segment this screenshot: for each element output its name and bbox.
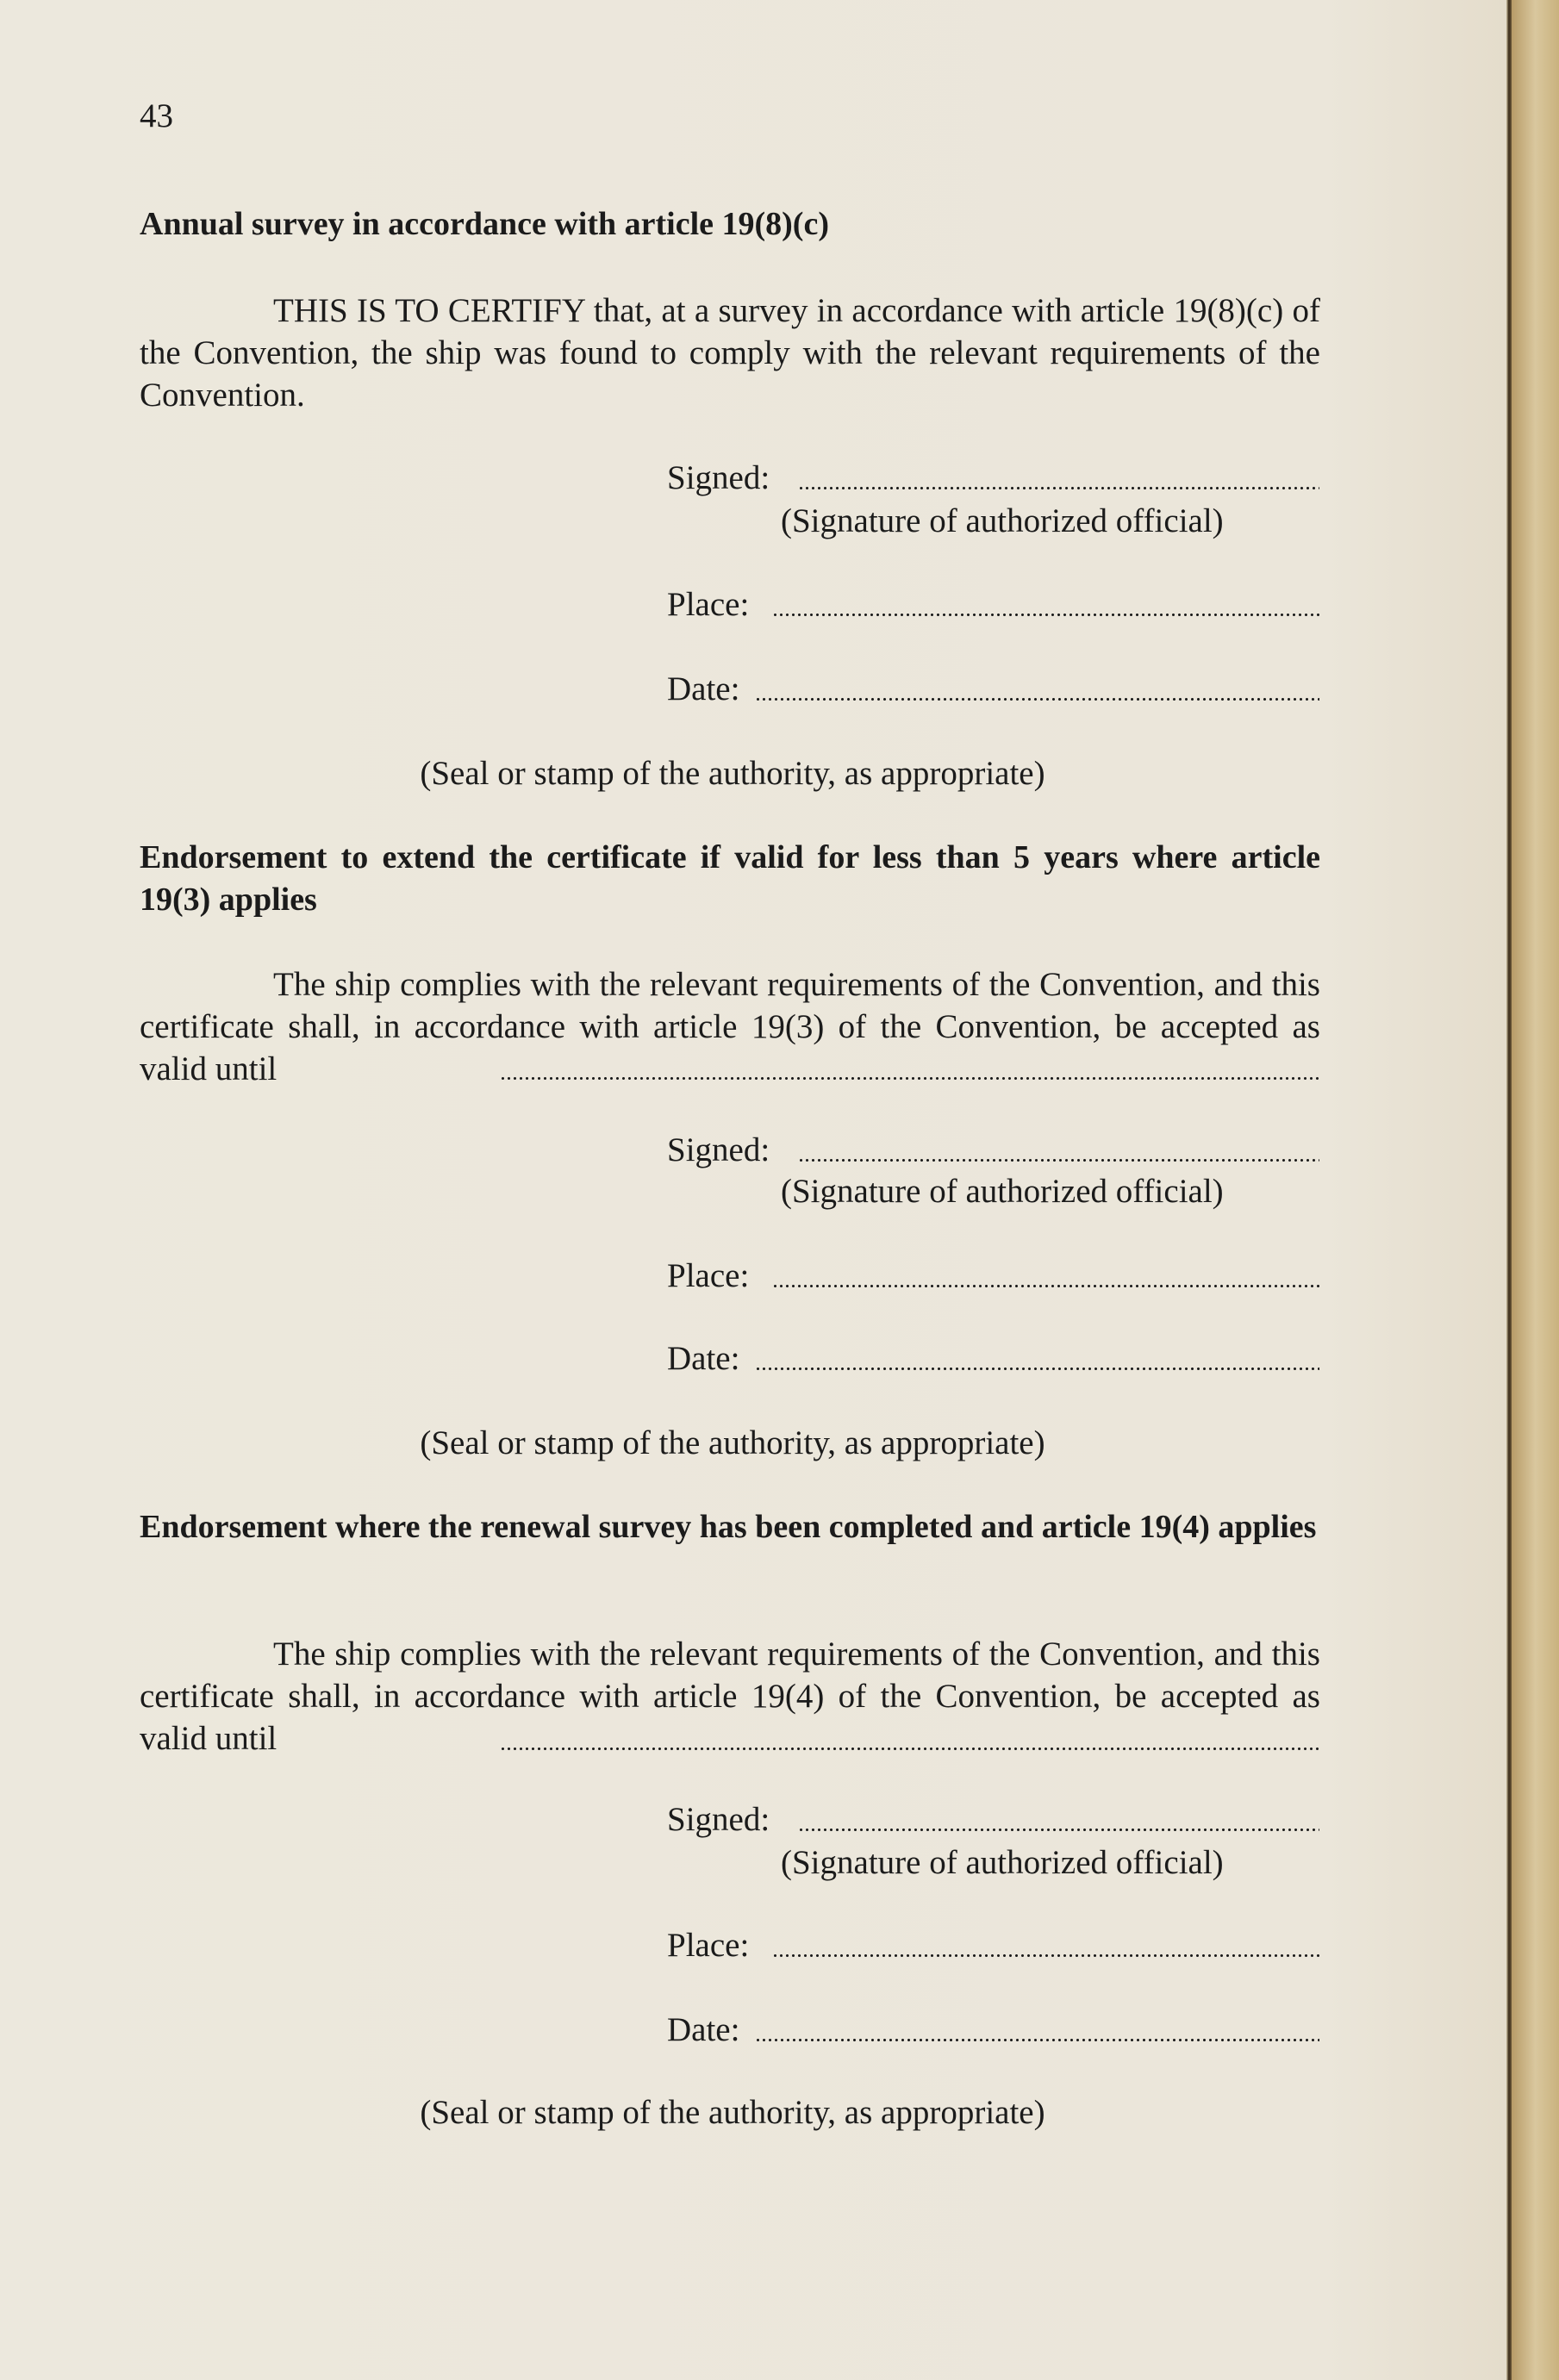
seal-note: (Seal or stamp of the authority, as appropriate) (420, 755, 1045, 792)
signature-caption: (Signature of authorized official) (781, 1844, 1224, 1881)
page-number: 43 (140, 97, 173, 134)
place-label: Place: (667, 1927, 750, 1964)
signed-label: Signed: (667, 1801, 770, 1838)
valid-until-field[interactable] (500, 1747, 1319, 1751)
date-label: Date: (667, 1340, 740, 1377)
seal-note: (Seal or stamp of the authority, as appropriate) (420, 2094, 1045, 2131)
paragraph-text: The ship complies with the relevant requirements of the Convention, and this certificate shall, in accordance with article 19(4) of the Convention, be accepted as valid until (140, 1635, 1320, 1757)
section-heading: Endorsement to extend the certificate if valid for less than 5 years where article 19(3) applies (140, 839, 1320, 918)
place-label: Place: (667, 1257, 750, 1294)
section-heading: Annual survey in accordance with article 19(8)(c) (140, 206, 829, 242)
endorsement-paragraph (140, 1633, 1320, 1760)
place-label: Place: (667, 586, 750, 623)
place-field[interactable] (772, 1953, 1319, 1958)
section-heading: Endorsement where the renewal survey has been completed and article 19(4) applies (140, 1509, 1317, 1545)
seal-note: (Seal or stamp of the authority, as appropriate) (420, 1424, 1045, 1461)
signed-field[interactable] (798, 1828, 1319, 1832)
signature-caption: (Signature of authorized official) (781, 1173, 1224, 1210)
paragraph-text: THIS IS TO CERTIFY that, at a survey in accordance with article 19(8)(c) of the Convention, the ship was found to comply with the relevant requirements of the Convention. (140, 292, 1320, 414)
signature-caption: (Signature of authorized official) (781, 502, 1224, 539)
signed-label: Signed: (667, 1131, 770, 1168)
paragraph-text: The ship complies with the relevant requirements of the Convention, and this certificate shall, in accordance with article 19(3) of the Convention, be accepted as valid until (140, 966, 1320, 1087)
signed-label: Signed: (667, 459, 770, 496)
date-label: Date: (667, 2011, 740, 2048)
date-field[interactable] (755, 2038, 1319, 2042)
date-label: Date: (667, 670, 740, 707)
